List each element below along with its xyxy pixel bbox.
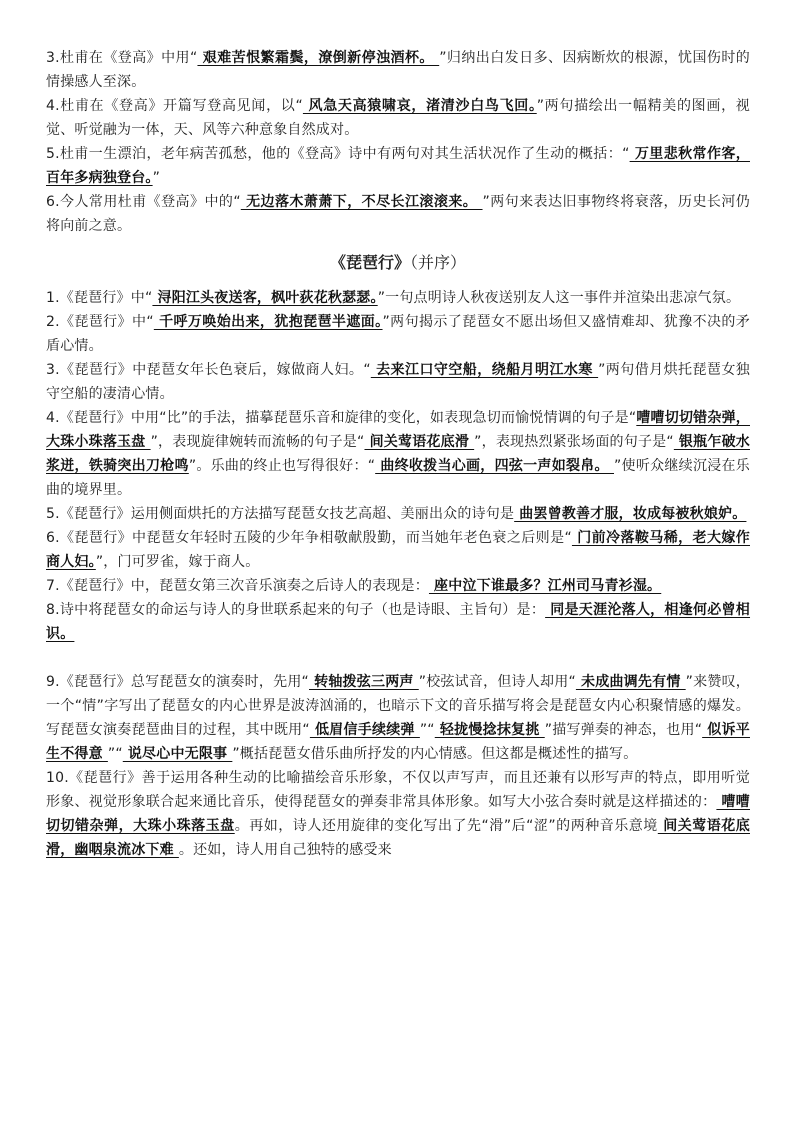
question-dengao-4: 4.杜甫在《登高》开篇写登高见闻，以“ 风急天高猿啸哀，渚清沙白鸟飞回。”两句描绘出一幅精美的图画，视觉、听觉融为一体，天、风等六种意象自然成对。	[46, 98, 750, 138]
answer-blank: 低眉信手续续弹	[309, 722, 420, 738]
spacer	[46, 646, 750, 670]
question-dengao-6: 6.今人常用杜甫《登高》中的“ 无边落木萧萧下，不尽长江滚滚来。 ”两句来表达旧事物终将衰落，历史长河仍将向前之意。	[46, 194, 750, 234]
question-pipa-3: 3.《琵琶行》中琵琶女年长色衰后，嫁做商人妇。“ 去来江口守空船，绕船月明江水寒 ”两句借月烘托琵琶女独守空船的凄清心情。	[46, 362, 751, 402]
answer-blank: 同是天涯沦落人，相逢何必曾相识。	[46, 602, 751, 642]
answer-blank: 风急天高猿啸哀，渚清沙白鸟飞回。	[302, 98, 537, 114]
answer-blank: 嘈嘈切切错杂弹，大珠小珠落玉盘	[46, 410, 750, 450]
answer-blank: 浔阳江头夜送客，枫叶荻花秋瑟瑟。	[152, 290, 378, 306]
answer-blank: 万里悲秋常作客，百年多病独登台。	[46, 146, 750, 186]
answer-blank: 曲终收拨当心画，四弦一声如裂帛。	[375, 458, 614, 474]
answer-blank: 无边落木萧萧下，不尽长江滚滚来。	[240, 194, 483, 210]
answer-blank: 轻拢慢捻抹复挑	[434, 722, 545, 738]
question-pipa-4: 4.《琵琶行》中用“比”的手法，描摹琵琶乐音和旋律的变化，如表现急切而愉悦情调的句子是“嘈嘈切切错杂弹，大珠小珠落玉盘 ”，表现旋律婉转而流畅的句子是“ 间关莺语花底滑 ”，表现热烈紧张场面的句子是“ 银瓶乍破水浆迸，铁骑突出刀枪鸣”。乐曲的终止也写得很好：“ 曲终收拨当心画，四弦一声如裂帛。 ”使听众继续沉浸在乐曲的境界里。	[46, 410, 750, 498]
answer-blank: 间关莺语花底滑，幽咽泉流冰下难	[46, 818, 750, 858]
question-dengao-5: 5.杜甫一生漂泊，老年病苦孤愁，他的《登高》诗中有两句对其生活状况作了生动的概括：“ 万里悲秋常作客，百年多病独登台。”	[46, 146, 750, 186]
question-pipa-2: 2.《琵琶行》中“ 千呼万唤始出来，犹抱琵琶半遮面。”两句揭示了琵琶女不愿出场但又盛情难却、犹豫不决的矛盾心情。	[46, 314, 751, 354]
answer-blank: 去来江口守空船，绕船月明江水寒	[370, 362, 599, 378]
question-pipa-6: 6.《琵琶行》中琵琶女年轻时五陵的少年争相敬献殷勤，而当她年老色衰之后则是“ 门前冷落鞍马稀，老大嫁作商人妇。”，门可罗雀，嫁于商人。	[46, 530, 750, 570]
question-dengao-3: 3.杜甫在《登高》中用“ 艰难苦恨繁霜鬓，潦倒新停浊酒杯。 ”归纳出白发日多、因病断炊的根源，忧国伤时的情操感人至深。	[46, 50, 750, 90]
section-title: 《琵琶行》（并序）	[329, 253, 467, 272]
answer-blank: 转轴拨弦三两声	[309, 674, 419, 690]
question-pipa-10: 10.《琵琶行》善于运用各种生动的比喻描绘音乐形象，不仅以声写声，而且还兼有以形写声的特点，即用听觉形象、视觉形象联合起来通比音乐，使得琵琶女的弹奏非常具体形象。如写大小弦合奏时就是这样描述的： 嘈嘈切切错杂弹，大珠小珠落玉盘。再如，诗人还用旋律的变化写出了先“滑”后“涩”的两种音乐意境 间关莺语花底滑，幽咽泉流冰下难 。还如，诗人用自己独特的感受来	[46, 770, 750, 858]
answer-blank: 门前冷落鞍马稀，老大嫁作商人妇。	[46, 530, 750, 570]
worksheet-page	[46, 46, 750, 862]
question-pipa-7: 7.《琵琶行》中，琵琶女第三次音乐演奏之后诗人的表现是： 座中泣下谁最多？江州司马青衫湿。	[46, 578, 662, 594]
answer-blank: 似诉平生不得意	[46, 722, 750, 762]
answer-blank: 千呼万唤始出来，犹抱琵琶半遮面。	[153, 314, 383, 330]
answer-blank: 曲罢曾教善才服，妆成每被秋娘妒。	[514, 506, 747, 522]
answer-blank: 未成曲调先有情	[575, 674, 686, 690]
question-pipa-5: 5.《琵琶行》运用侧面烘托的方法描写琵琶女技艺高超、美丽出众的诗句是 曲罢曾教善才服，妆成每被秋娘妒。	[46, 506, 747, 522]
question-pipa-9: 9.《琵琶行》总写琵琶女的演奏时，先用“ 转轴拨弦三两声 ”校弦试音，但诗人却用“ 未成曲调先有情 ”来赞叹，一个“情”字写出了琵琶女的内心世界是波涛汹涌的，也暗示下文的音乐描写将会是琵琶女内心积聚情感的爆发。写琵琶女演奏琵琶曲目的过程，其中既用“ 低眉信手续续弹 ”“ 轻拢慢捻抹复挑 ”描写弹奏的神态，也用“ 似诉平生不得意 ”“ 说尽心中无限事 ”概括琵琶女借乐曲所抒发的内心情感。但这都是概述性的描写。	[46, 674, 750, 762]
answer-blank: 说尽心中无限事	[122, 746, 233, 762]
answer-blank: 银瓶乍破水浆迸，铁骑突出刀枪鸣	[46, 434, 750, 474]
answer-blank: 座中泣下谁最多？江州司马青衫湿。	[428, 578, 662, 594]
question-pipa-1: 1.《琵琶行》中“ 浔阳江头夜送客，枫叶荻花秋瑟瑟。”一句点明诗人秋夜送别友人这一事件并渲染出悲凉气氛。	[46, 290, 741, 306]
answer-blank: 间关莺语花底滑	[364, 434, 475, 450]
question-pipa-8: 8.诗中将琵琶女的命运与诗人的身世联系起来的句子（也是诗眼、主旨句）是： 同是天涯沦落人，相逢何必曾相识。	[46, 602, 751, 642]
section-subtitle: （并序）	[410, 253, 467, 272]
answer-blank: 艰难苦恨繁霜鬓，潦倒新停浊酒杯。	[197, 50, 440, 66]
answer-blank: 嘈嘈切切错杂弹，大珠小珠落玉盘	[46, 794, 750, 834]
